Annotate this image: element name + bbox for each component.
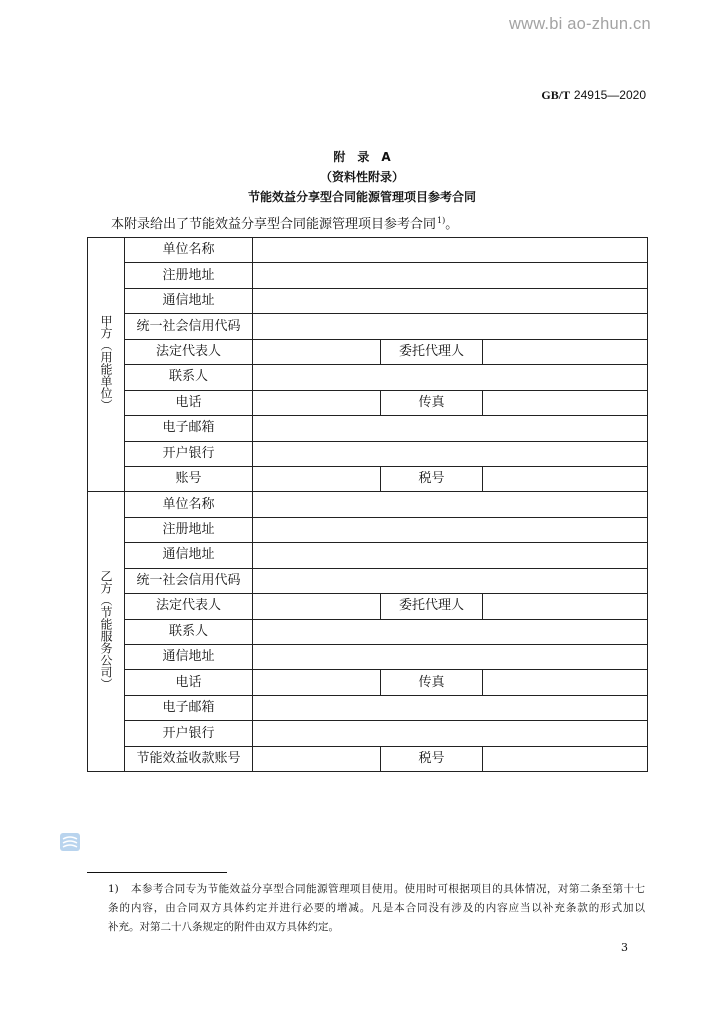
field-label: 统一社会信用代码 — [125, 314, 253, 339]
field-label: 账号 — [125, 466, 253, 491]
field-label: 注册地址 — [125, 517, 253, 542]
field-value — [253, 492, 648, 517]
table-row — [88, 466, 648, 491]
field-value — [253, 416, 648, 441]
field-value — [253, 466, 381, 491]
table-row — [88, 314, 648, 339]
field-value — [253, 441, 648, 466]
table-row — [88, 619, 648, 644]
field-label: 传真 — [381, 390, 483, 415]
field-value — [253, 543, 648, 568]
table-row — [88, 492, 648, 517]
intro-text: 本附录给出了节能效益分享型合同能源管理项目参考合同 — [111, 217, 437, 232]
field-label: 通信地址 — [125, 543, 253, 568]
field-label: 节能效益收款账号 — [125, 746, 253, 771]
field-label: 电子邮箱 — [125, 416, 253, 441]
field-label: 单位名称 — [125, 492, 253, 517]
table-row — [88, 721, 648, 746]
footnote-line: 条的内容，由合同双方具体约定并进行必要的增减。凡是本合同没有涉及的内容应当以补充条款的形式加以 — [108, 902, 645, 914]
field-label: 法定代表人 — [125, 339, 253, 364]
appendix-title-block — [0, 147, 724, 207]
appendix-heading: 节能效益分享型合同能源管理项目参考合同 — [247, 190, 476, 204]
table-row — [88, 288, 648, 313]
field-label: 通信地址 — [125, 288, 253, 313]
standard-code — [541, 88, 646, 102]
table-row — [88, 568, 648, 593]
table-row — [88, 238, 648, 263]
field-value — [483, 746, 648, 771]
field-value — [253, 746, 381, 771]
party-label: 乙方（节能服务公司） — [99, 569, 113, 690]
field-value — [253, 721, 648, 746]
field-label: 税号 — [381, 466, 483, 491]
page-number: 3 — [621, 941, 628, 954]
table-row — [88, 339, 648, 364]
field-label: 电话 — [125, 670, 253, 695]
footnote-line: 补充。对第二十八条规定的附件由双方具体约定。 — [108, 921, 339, 933]
standard-code-number: 24915—2020 — [573, 88, 646, 102]
field-label: 电子邮箱 — [125, 695, 253, 720]
field-value — [253, 594, 381, 619]
field-value — [253, 314, 648, 339]
field-value — [253, 670, 381, 695]
field-label: 委托代理人 — [381, 339, 483, 364]
field-value — [253, 288, 648, 313]
field-value — [253, 263, 648, 288]
field-label: 税号 — [381, 746, 483, 771]
biao-zhun-logo-icon — [59, 832, 81, 852]
footnote-separator — [87, 872, 227, 873]
appendix-type: （资料性附录） — [319, 170, 404, 184]
contract-parties-table — [87, 237, 648, 772]
site-watermark: www.bi ao-zhun.cn — [509, 15, 651, 33]
field-label: 统一社会信用代码 — [125, 568, 253, 593]
field-value — [483, 466, 648, 491]
field-label: 开户银行 — [125, 721, 253, 746]
table-body — [88, 238, 648, 772]
table-row — [88, 517, 648, 542]
table-row — [88, 695, 648, 720]
standard-code-prefix: GB/T — [541, 88, 571, 102]
table-row — [88, 645, 648, 670]
field-value — [253, 619, 648, 644]
field-value — [483, 390, 648, 415]
field-value — [253, 645, 648, 670]
footnote — [108, 880, 645, 937]
field-label: 联系人 — [125, 365, 253, 390]
intro-paragraph — [111, 216, 458, 234]
party-label-cell — [88, 238, 125, 492]
party-label: 甲方（用能单位） — [99, 314, 113, 411]
footnote-line-text: 本参考合同专为节能效益分享型合同能源管理项目使用。使用时可根据项目的具体情况，对第二条至第十七 — [131, 883, 645, 895]
appendix-title: 附 录 A — [333, 150, 391, 164]
footnote-reference: 1) — [437, 216, 446, 225]
field-value — [483, 339, 648, 364]
footnote-line — [108, 880, 645, 899]
party-label-cell — [88, 492, 125, 772]
field-label: 委托代理人 — [381, 594, 483, 619]
field-label: 开户银行 — [125, 441, 253, 466]
field-label: 通信地址 — [125, 645, 253, 670]
field-value — [253, 390, 381, 415]
table-row — [88, 365, 648, 390]
footnote-mark: 1) — [108, 883, 119, 895]
field-value — [253, 238, 648, 263]
table-row — [88, 594, 648, 619]
table-row — [88, 543, 648, 568]
field-label: 电话 — [125, 390, 253, 415]
field-value — [253, 695, 648, 720]
field-value — [253, 339, 381, 364]
field-label: 注册地址 — [125, 263, 253, 288]
table-row — [88, 416, 648, 441]
table-row — [88, 390, 648, 415]
table-row — [88, 441, 648, 466]
field-label: 法定代表人 — [125, 594, 253, 619]
field-label: 单位名称 — [125, 238, 253, 263]
field-value — [483, 670, 648, 695]
field-value — [253, 517, 648, 542]
table-row — [88, 670, 648, 695]
field-value — [253, 568, 648, 593]
intro-end: 。 — [445, 217, 459, 232]
field-label: 传真 — [381, 670, 483, 695]
field-value — [483, 594, 648, 619]
field-label: 联系人 — [125, 619, 253, 644]
table-row — [88, 746, 648, 771]
table-row — [88, 263, 648, 288]
field-value — [253, 365, 648, 390]
